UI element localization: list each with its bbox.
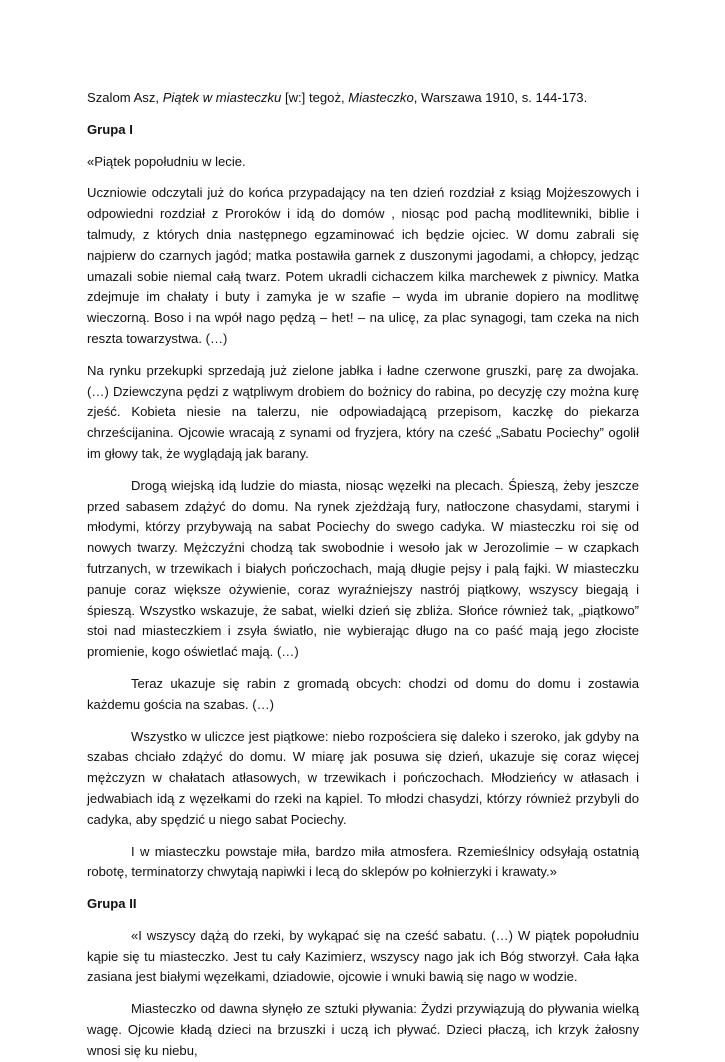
group-2-heading: Grupa II: [87, 896, 137, 912]
paragraph: Wszystko w uliczce jest piątkowe: niebo rozpościera się daleko i szeroko, jak gdyby na szabas chciało zdążyć do domu. W miarę jak posuwa się dzień, ukazuje się coraz więcej mężczyzn w chałatach atłasowych, w trzewikach i pończochach. Młodzieńcy w atłasach i jedwabiach idą z węzełkami do rzeki na kąpiel. To młodzi chasydzi, którzy również przybyli do cadyka, aby spędzić u niego sabat Pociechy.: [87, 728, 639, 827]
citation-book: Miasteczko: [348, 90, 414, 105]
citation-middle: [w:] tegoż,: [281, 90, 349, 105]
paragraph: Miasteczko od dawna słynęło ze sztuki pływania: Żydzi przywiązują do pływania wielką wagę. Ojcowie kładą dzieci na brzuszki i uczą ich pływać. Dzieci płaczą, ich krzyk żałosny wnosi się ku niebu,: [87, 1001, 639, 1058]
paragraph: Teraz ukazuje się rabin z gromadą obcych: chodzi od domu do domu i zostawia każdemu gościa na szabas. (…): [87, 675, 639, 712]
citation-title: Piątek w miasteczku: [162, 90, 282, 105]
paragraph: Uczniowie odczytali już do końca przypadający na ten dzień rozdział z ksiąg Mojżeszowych i odpowiedni rozdział z Proroków i idą do domów , niosąc pod pachą modlitewniki, biblie i talmudy, z których dnia następnego egzaminować ich będzie ojciec. W domu zabrali się najpierw do czarnych jagód; matka postawiła garnek z duszonymi jagodami, a chłopcy, jedząc umazali sobie niemal całą twarz. Potem ukradli cichaczem kilka marchewek z piwnicy. Matka zdejmuje im chałaty i buty i zamyka je w szafie – wyda im ubranie dopiero na modlitwę wieczorną. Boso i na wpół nago pędzą – het! – na ulicę, za plac synagogi, tam czeka na nich reszta towarzystwa. (…): [87, 185, 639, 346]
citation: [87, 88, 639, 109]
group-1-heading: Grupa I: [87, 121, 133, 137]
paragraph: Drogą wiejską idą ludzie do miasta, niosąc węzełki na plecach. Śpieszą, żeby jeszcze przed sabasem zdążyć do domu. Na rynek zjeżdżają fury, natłoczone chasydami, starymi i młodymi, którzy przybywają na sabat Pociechy do swego cadyka. W miasteczku roi się od nowych twarzy. Mężczyźni chodzą tak swobodnie i wesoło jak w Jerozolimie – w czapkach futrzanych, w trzewikach i białych pończochach, mają długie pejsy i palą fajki. W miasteczku panuje coraz większe ożywienie, coraz wyraźniejszy nastrój piątkowy, wszyscy biegają i śpieszą. Wszystko wskazuje, że sabat, wielki dzień się zbliża. Słońce również tak, „piątkowo” stoi nad miasteczkiem i zsyła światło, nie wybierając długo na co paść mają jego złociste promienie, kogo oświetlać mają. (…): [87, 477, 639, 660]
citation-author: Szalom Asz,: [87, 90, 163, 105]
paragraph: I w miasteczku powstaje miła, bardzo miła atmosfera. Rzemieślnicy odsyłają ostatnią robotę, terminatorzy chwytają napiwki i lecą do sklepów po kołnierzyki i krawaty.»: [87, 843, 639, 880]
paragraph: Na rynku przekupki sprzedają już zielone jabłka i ładne czerwone gruszki, parę za dwojaka. (…) Dziewczyna pędzi z wątpliwym drobiem do bożnicy do rabina, po decyzję czy można kurę zjeść. Kobieta niesie na talerzu, nie odpowiadającą przepisom, kaczkę do piekarza chrześcijanina. Ojcowie wracają z synami od fryzjera, który na cześć „Sabatu Pociechy” ogolił im głowy tak, że wyglądają jak barany.: [87, 362, 639, 461]
group-1-subtitle: «Piątek popołudniu w lecie.: [87, 153, 246, 169]
paragraph: «I wszyscy dążą do rzeki, by wykąpać się na cześć sabatu. (…) W piątek popołudniu kąpie się tu miasteczko. Jest tu cały Kazimierz, wszyscy nago jak ich Bóg stworzył. Cała łąka zasiana jest białymi węzełkami, dziadowie, ojcowie i wnuki bawią się nago w wodzie.: [87, 927, 639, 985]
citation-end: , Warszawa 1910, s. 144-173.: [413, 90, 588, 105]
